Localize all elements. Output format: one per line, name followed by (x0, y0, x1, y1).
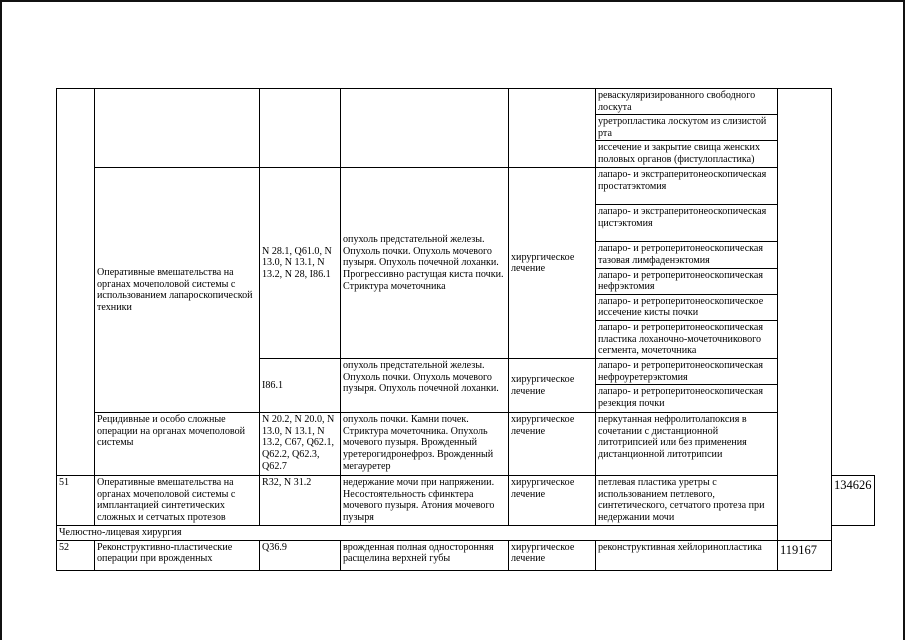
method-cell: лапаро- и экстраперитонеоскопическая простатэктомия (596, 168, 778, 205)
method-cell: лапаро- и ретроперитонеоскопическая нефроуретерэктомия (596, 358, 778, 384)
method-cell: реваскуляризированного свободного лоскута (596, 89, 778, 115)
method-cell: лапаро- и ретроперитонеоскопическая резекция почки (596, 385, 778, 413)
row-51-codes: R32, N 31.2 (260, 476, 341, 526)
page-left-border (0, 0, 2, 640)
row-51-model: недержание мочи при напряжении. Несостоятельность сфинктера мочевого пузыря. Атония мочевого пузыря (341, 476, 509, 526)
method-cell: лапаро- и ретроперитонеоскопическая нефрэктомия (596, 268, 778, 294)
cell-name-cont (95, 89, 260, 168)
method-cell: лапаро- и ретроперитонеоскопическое иссечение кисты почки (596, 294, 778, 320)
row-52-codes: Q36.9 (260, 540, 341, 570)
row-51-name: Оперативные вмешательства на органах мочеполовой системы с имплантацией синтетических сложных и сетчатых протезов (95, 476, 260, 526)
row-51-treatment: хирургическое лечение (509, 476, 596, 526)
method-cell: иссечение и закрытие свища женских половых органов (фистулопластика) (596, 141, 778, 168)
row-52-method: реконструктивная хейлоринопластика (596, 540, 778, 570)
row-52-model: врожденная полная односторонняя расщелина верхней губы (341, 540, 509, 570)
method-cell: лапаро- и ретроперитонеоскопическая пластика лоханочно-мочеточникового сегмента, мочеточника (596, 320, 778, 358)
cell-num-cont (57, 89, 95, 476)
cell-treatment-cont (509, 89, 596, 168)
row-52-treatment: хирургическое лечение (509, 540, 596, 570)
row-51-cost: 134626 (832, 476, 875, 526)
row-52-num: 52 (57, 540, 95, 570)
recidive-treatment: хирургическое лечение (509, 413, 596, 476)
recidive-name: Рецидивные и особо сложные операции на органах мочеполовой системы (95, 413, 260, 476)
method-cell: уретропластика лоскутом из слизистой рта (596, 115, 778, 141)
section-header: Челюстно-лицевая хирургия (57, 526, 832, 541)
laparo-model-1: опухоль предстательной железы. Опухоль почки. Опухоль мочевого пузыря. Опухоль почечной лоханки. Прогрессивно растущая киста почки. Стриктура мочеточника (341, 168, 509, 359)
page-top-border (0, 0, 905, 2)
row-51-num: 51 (57, 476, 95, 526)
row-52-name: Реконструктивно-пластические операции при врожденных (95, 540, 260, 570)
method-cell: лапаро- и ретроперитонеоскопическая тазовая лимфаденэктомия (596, 242, 778, 268)
laparo-name: Оперативные вмешательства на органах мочеполовой системы с использованием лапароскопической техники (95, 168, 260, 413)
recidive-codes: N 20.2, N 20.0, N 13.0, N 13.1, N 13.2, C67, Q62.1, Q62.2, Q62.3, Q62.7 (260, 413, 341, 476)
cell-model-cont (341, 89, 509, 168)
row-51-method: петлевая пластика уретры с использованием петлевого, синтетического, сетчатого протеза при недержании мочи (596, 476, 778, 526)
laparo-model-2: опухоль предстательной железы. Опухоль почки. Опухоль мочевого пузыря. Опухоль почечной лоханки. (341, 358, 509, 412)
cell-cost-cont (778, 89, 832, 541)
vmp-table (56, 88, 875, 571)
laparo-codes-1: N 28.1, Q61.0, N 13.0, N 13.1, N 13.2, N 28, I86.1 (260, 168, 341, 359)
row-52-cost: 119167 (778, 540, 832, 570)
laparo-codes-2: I86.1 (260, 358, 341, 412)
method-cell: лапаро- и экстраперитонеоскопическая цистэктомия (596, 205, 778, 242)
recidive-method: перкутанная нефролитолапоксия в сочетании с дистанционной литотрипсией или без применения дистанционной литотрипсии (596, 413, 778, 476)
recidive-model: опухоль почки. Камни почек. Стриктура мочеточника. Опухоль мочевого пузыря. Врожденный уретерогидронефроз. Врожденный мегауретер (341, 413, 509, 476)
laparo-treatment-2: хирургическое лечение (509, 358, 596, 412)
cell-codes-cont (260, 89, 341, 168)
laparo-treatment-1: хирургическое лечение (509, 168, 596, 359)
